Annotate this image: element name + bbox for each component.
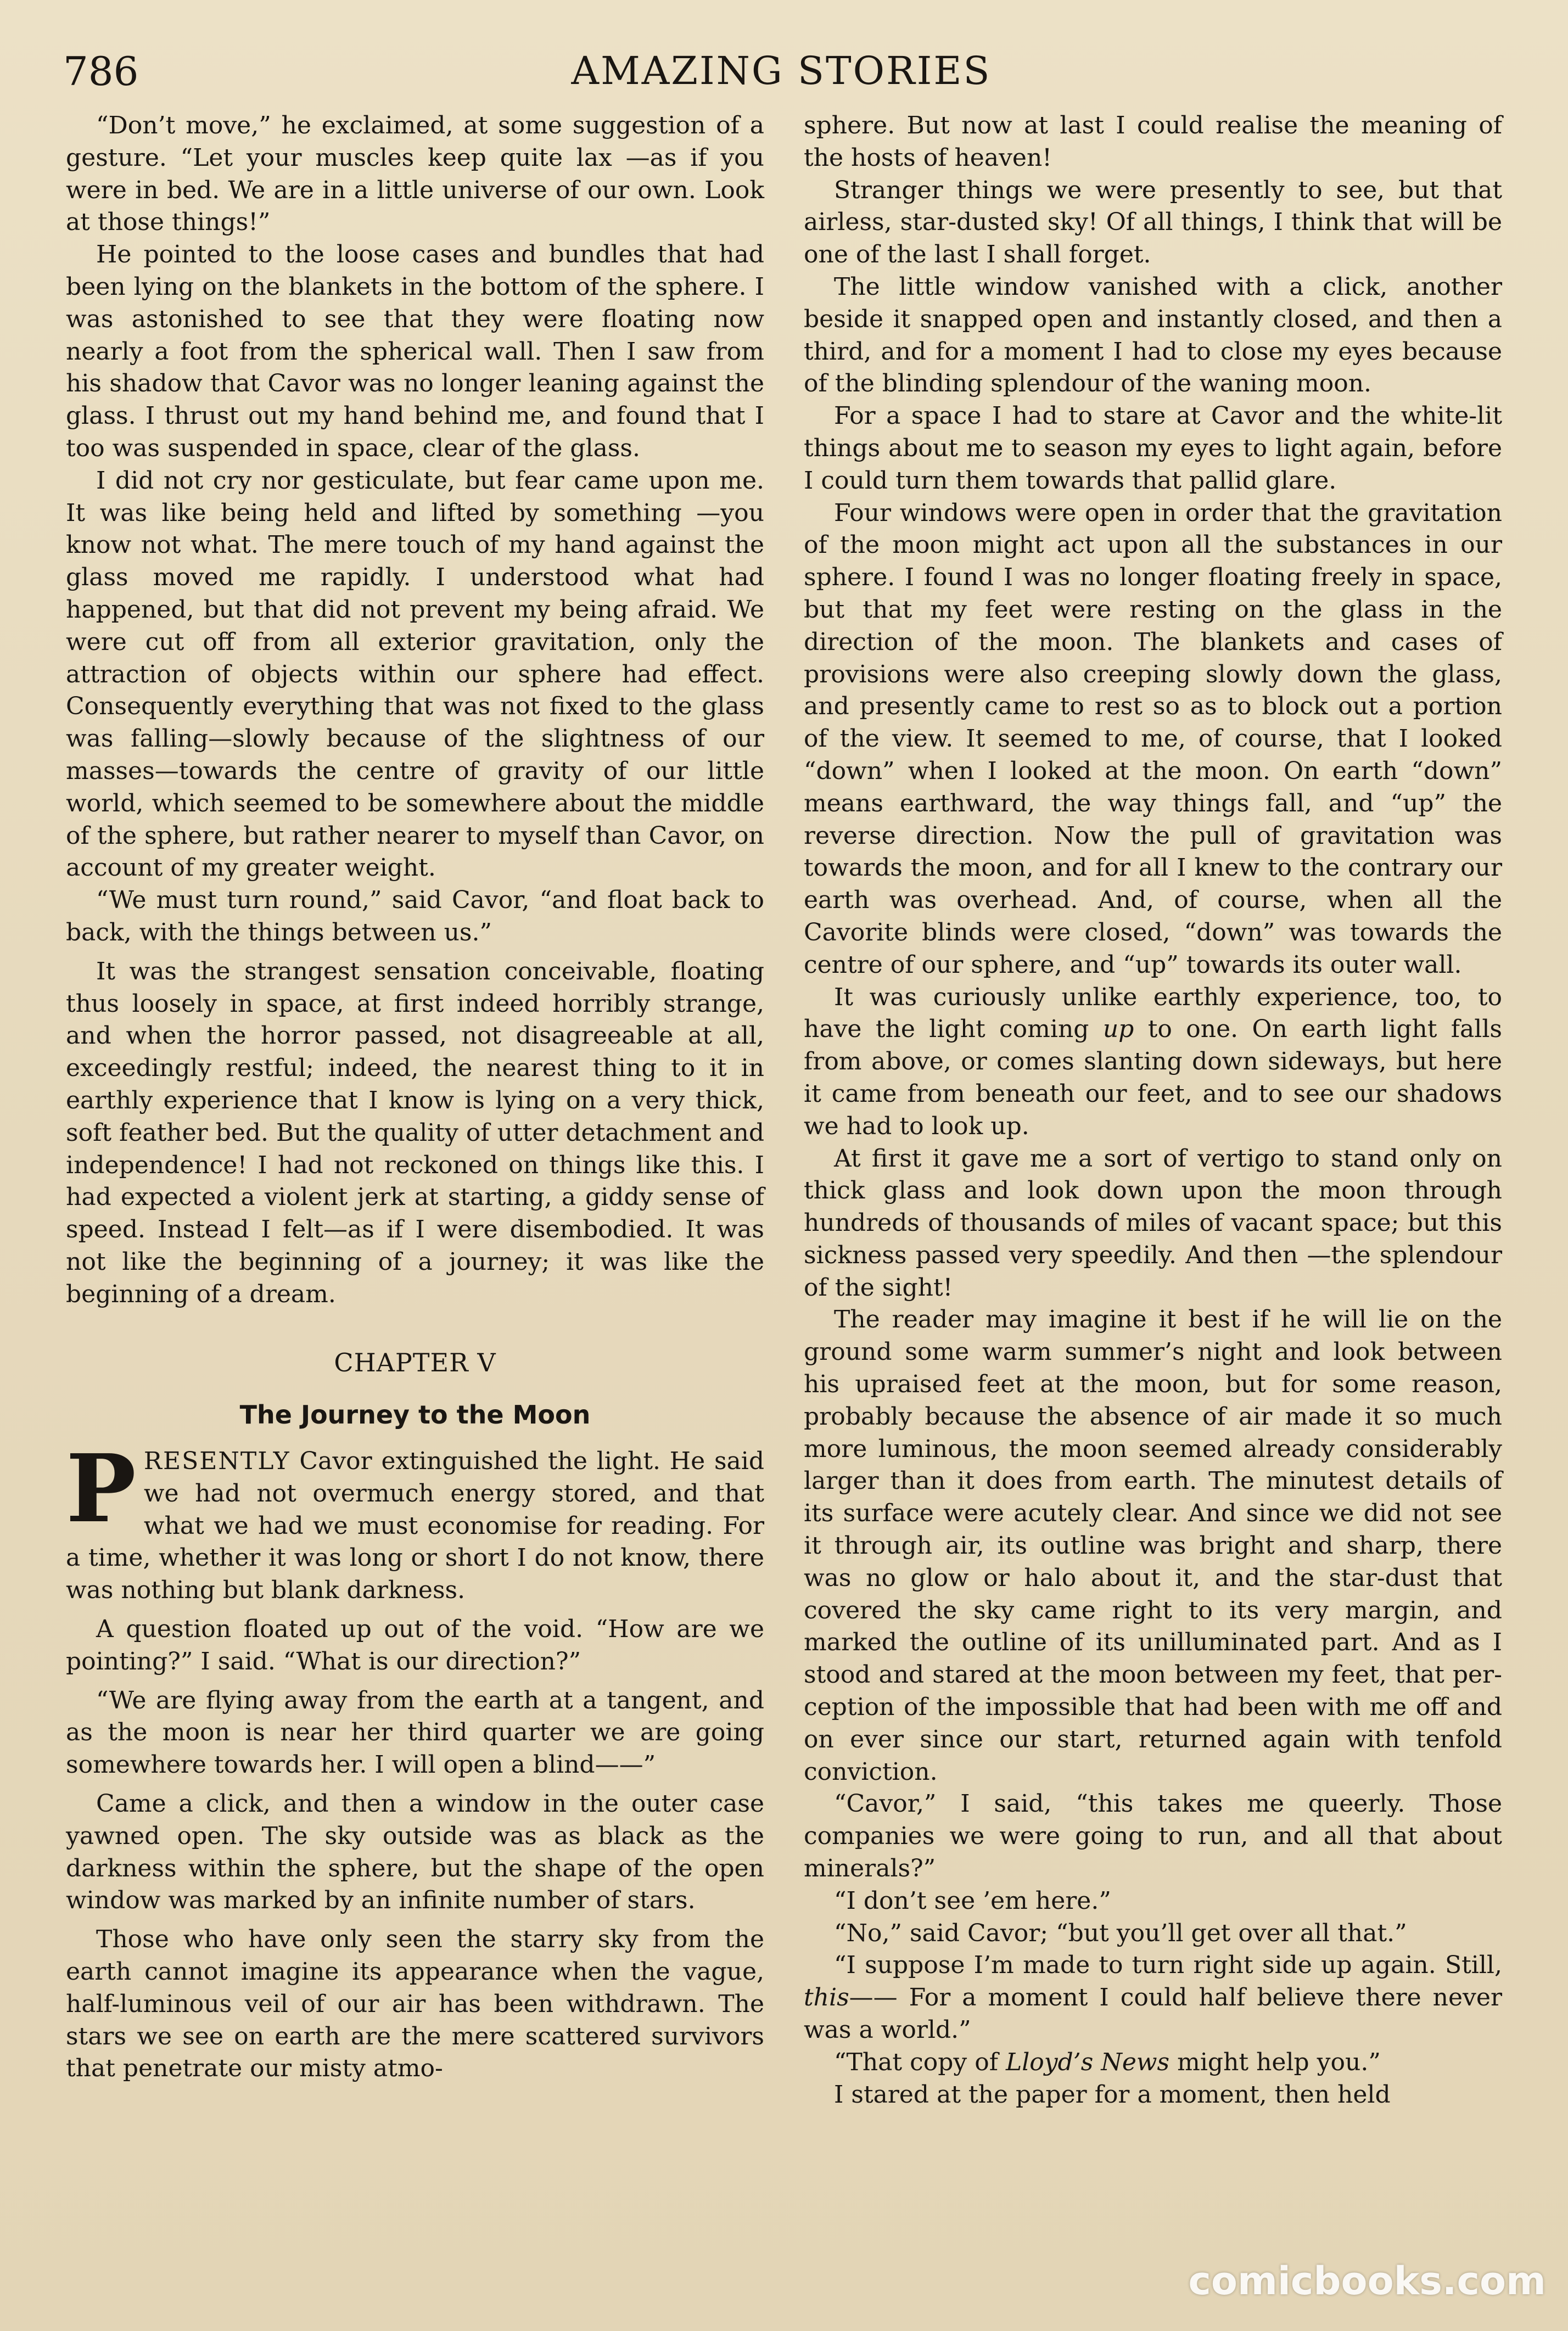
paragraph: Came a click, and then a window in the outer case yawned open. The sky outside was as black as the darkness within the sphere, but the shape of the open window was marked by an infinite number of stars. (66, 1790, 764, 1915)
paragraph: I stared at the paper for a moment, then held (834, 2080, 1391, 2109)
paragraph: “Cavor,” I said, “this takes me queerly. Those companies we were going to run, and all that about minerals?” (804, 1790, 1502, 1883)
text-run: to one. On earth light falls from above, or comes slanting down sideways, but here it came from beneath our feet, and to see our shadows we had to look up. (804, 1015, 1503, 1140)
paragraph: I did not cry nor gesticulate, but fear came upon me. It was like being held and lifted by something —you know not what. The mere touch of my hand against the glass moved me rapidly. I understood what had happened, but that did not prevent my being afraid. We were cut off from all exterior gravitation, only the attraction of objects within our sphere had effect. Consequently everything that was not fixed to the glass was falling—slowly because of the slightness of our masses—towards the centre of gravity of our little world, which seemed to be somewhere about the middle of the sphere, but rather nearer to myself than Cavor, on account of my greater weight. (66, 466, 764, 882)
paragraph: “We must turn round,” said Cavor, “and float back to back, with the things between us.” (66, 886, 764, 946)
paragraph: Four windows were open in order that the gravitation of the moon might act upon all the substances in our sphere. I found I was no longer floating freely in space, but that my feet were resting on the glass in the direction of the moon. The blankets and cases of provisions were also creeping slowly down the glass, and presently came to rest so as to block out a portion of the view. It seemed to me, of course, that I looked “down” when I looked at the moon. On earth “down” means earthward, the way things fall, and “up” the reverse direction. Now the pull of gravitation was towards the moon, and for all I knew to the contrary our earth was overhead. And, of course, when all the Cavorite blinds were closed, “down” was towards the centre of our sphere, and “up” towards its outer wall. (804, 498, 1502, 979)
right-column (804, 110, 1502, 2298)
opening-text: Cavor extinguished the light. He said we had not overmuch energy stored, and that what we had we must economise for reading. For a time, whether it was long or short I do not know, there was nothing but blank darkness. (66, 1447, 764, 1605)
paragraph: For a space I had to stare at Cavor and the white-lit things about me to season my eyes to light again, before I could turn them towards that pallid glare. (804, 402, 1502, 495)
paragraph (804, 2047, 1502, 2079)
emphasis: this (804, 1983, 849, 2012)
text-run: “That copy of (834, 2048, 1006, 2076)
paragraph: “We are flying away from the earth at a tangent, and as the moon is near her third quarter we are going somewhere towards her. I will open a blind——” (66, 1686, 764, 1779)
text-run: It was curiously unlike earthly experience, too, to have the light coming (804, 983, 1502, 1044)
text-run: might help you.” (1169, 2048, 1381, 2076)
paragraph: “I don’t see ’em here.” (834, 1886, 1111, 1915)
paragraph: The reader may imagine it best if he will lie on the ground some warm summer’s night and look between his upraised feet at the moon, but for some reason, probably because the absence of air made it so much more luminous, the moon seemed already considerably larger than it does from earth. The minutest details of its surface were acutely clear. And since we did not see it through air, its outline was bright and sharp, there was no glow or halo about it, and the star-dust that covered the sky came right to its very margin, and marked the outline of its unilluminated part. And as I stood and stared at the moon between my feet, that perception of the impossible that had been with me off and on ever since our start, returned again with tenfold conviction. (804, 1305, 1502, 1786)
page-number: 786 (63, 48, 139, 94)
paragraph: sphere. But now at last I could realise the meaning of the hosts of heaven! (804, 111, 1502, 172)
paragraph: The little window vanished with a click, another beside it snapped open and instantly closed, and then a third, and for a moment I had to close my eyes because of the blinding splendour of the waning moon. (804, 272, 1502, 398)
paragraph: “Don’t move,” he exclaimed, at some suggestion of a gesture. “Let your muscles keep quite lax —as if you were in bed. We are in a little universe of our own. Look at those things!” (66, 111, 764, 237)
left-column (66, 110, 764, 2298)
paragraph: Those who have only seen the starry sky from the earth cannot imagine its appearance when the vague, half-luminous veil of our air has been withdrawn. The stars we see on earth are the mere scattered survivors that penetrate our misty atmo- (66, 1925, 764, 2083)
paragraph: “No,” said Cavor; “but you’ll get over all that.” (834, 1919, 1407, 1947)
text-run: —— For a moment I could half believe there never was a world.” (804, 1983, 1502, 2044)
watermark: comicbooks.com (1188, 2259, 1546, 2304)
paragraph: It was the strangest sensation conceivable, floating thus loosely in space, at first indeed horribly strange, and when the horror passed, not disagreeable at all, exceedingly restful; indeed, the nearest thing to it in earthly experience that I know is lying on a very thick, soft feather bed. But the quality of utter detachment and independence! I had not reckoned on things like this. I had expected a violent jerk at starting, a giddy sense of speed. Instead I felt—as if I were disembodied. It was not like the beginning of a journey; it was like the beginning of a dream. (66, 957, 764, 1308)
text-run: “I suppose I’m made to turn right side up again. Still, (834, 1951, 1502, 1980)
running-head (63, 38, 1499, 104)
paragraph: Stranger things we were presently to see, but that airless, star-dusted sky! Of all things, I think that will be one of the last I shall forget. (804, 176, 1502, 269)
magazine-title: AMAZING STORIES (571, 48, 992, 93)
chapter-opening-paragraph (66, 1434, 764, 1607)
paragraph (804, 1949, 1502, 2046)
emphasis: up (1102, 1015, 1134, 1044)
paragraph: He pointed to the loose cases and bundles that had been lying on the blankets in the bottom of the sphere. I was astonished to see that they were floating now nearly a foot from the spherical wall. Then I saw from his shadow that Cavor was no longer leaning against the glass. I thrust out my hand behind me, and found that I too was suspended in space, clear of the glass. (66, 240, 764, 462)
paragraph: A question floated up out of the void. “How are we pointing?” I said. “What is our direction?” (66, 1615, 764, 1676)
chapter-subtitle: The Journey to the Moon (239, 1400, 591, 1430)
emphasis: Lloyd’s News (1005, 2048, 1170, 2076)
paragraph (804, 982, 1502, 1143)
chapter-heading: CHAPTER V (334, 1348, 496, 1378)
drop-cap: P (66, 1434, 136, 1544)
paragraph: At first it gave me a sort of vertigo to stand only on thick glass and look down upon the moon through hundreds of thousands of miles of vacant space; but this sickness passed very speedily. And then —the splendour of the sight! (804, 1144, 1502, 1302)
opening-smallcaps: RESENTLY (143, 1447, 290, 1476)
